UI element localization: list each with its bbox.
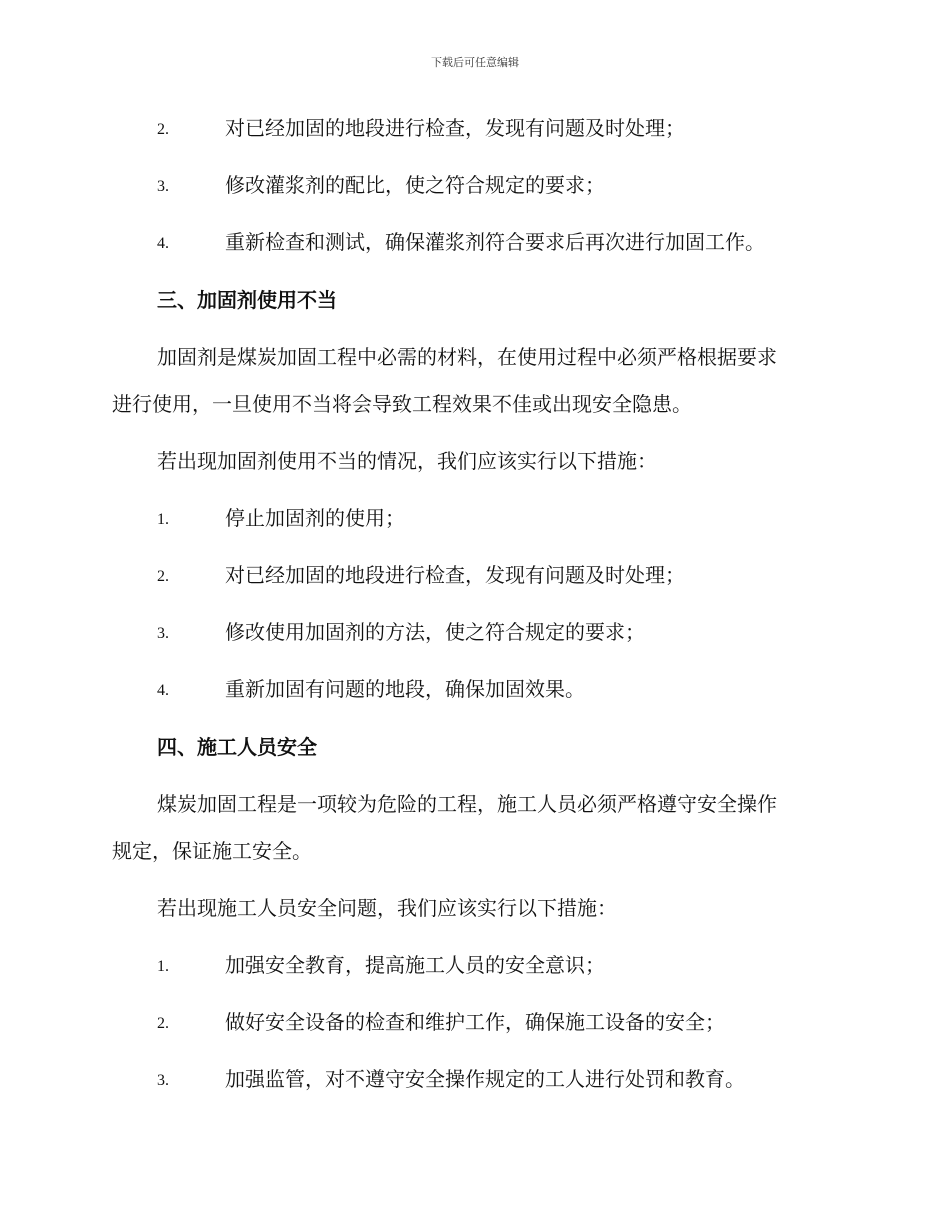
list-item-text: 加强监管，对不遵守安全操作规定的工人进行处罚和教育。 — [225, 1067, 745, 1091]
paragraph-line: 煤炭加固工程是一项较为危险的工程，施工人员必须严格遵守安全操作 — [157, 792, 777, 816]
list-number: 2. — [157, 1015, 169, 1032]
intro-text: 若出现施工人员安全问题，我们应该实行以下措施： — [157, 896, 617, 920]
list-item-text: 加强安全教育，提高施工人员的安全意识； — [225, 953, 605, 977]
list-number: 1. — [157, 958, 169, 975]
intro-text: 若出现加固剂使用不当的情况，我们应该实行以下措施： — [157, 449, 657, 473]
list-item-text: 做好安全设备的检查和维护工作，确保施工设备的安全； — [225, 1010, 725, 1034]
list-number: 4. — [157, 682, 169, 699]
page-header: 下载后可任意编辑 — [431, 56, 519, 69]
list-number: 1. — [157, 511, 169, 528]
list-number: 2. — [157, 121, 169, 138]
list-number: 4. — [157, 235, 169, 252]
paragraph-line: 进行使用，一旦使用不当将会导致工程效果不佳或出现安全隐患。 — [112, 392, 692, 416]
section-heading: 三、加固剂使用不当 — [157, 288, 337, 312]
list-number: 3. — [157, 625, 169, 642]
list-item-text: 对已经加固的地段进行检查，发现有问题及时处理； — [225, 563, 685, 587]
list-number: 3. — [157, 1072, 169, 1089]
section-heading: 四、施工人员安全 — [157, 735, 317, 759]
list-item-text: 停止加固剂的使用； — [225, 506, 405, 530]
list-item-text: 修改使用加固剂的方法，使之符合规定的要求； — [225, 620, 645, 644]
paragraph-line: 加固剂是煤炭加固工程中必需的材料，在使用过程中必须严格根据要求 — [157, 345, 777, 369]
list-item-text: 重新检查和测试，确保灌浆剂符合要求后再次进行加固工作。 — [225, 230, 765, 254]
list-item-text: 对已经加固的地段进行检查，发现有问题及时处理； — [225, 116, 685, 140]
list-item-text: 重新加固有问题的地段，确保加固效果。 — [225, 677, 585, 701]
list-item-text: 修改灌浆剂的配比，使之符合规定的要求； — [225, 173, 605, 197]
list-number: 3. — [157, 178, 169, 195]
list-number: 2. — [157, 568, 169, 585]
paragraph-line: 规定，保证施工安全。 — [112, 839, 312, 863]
